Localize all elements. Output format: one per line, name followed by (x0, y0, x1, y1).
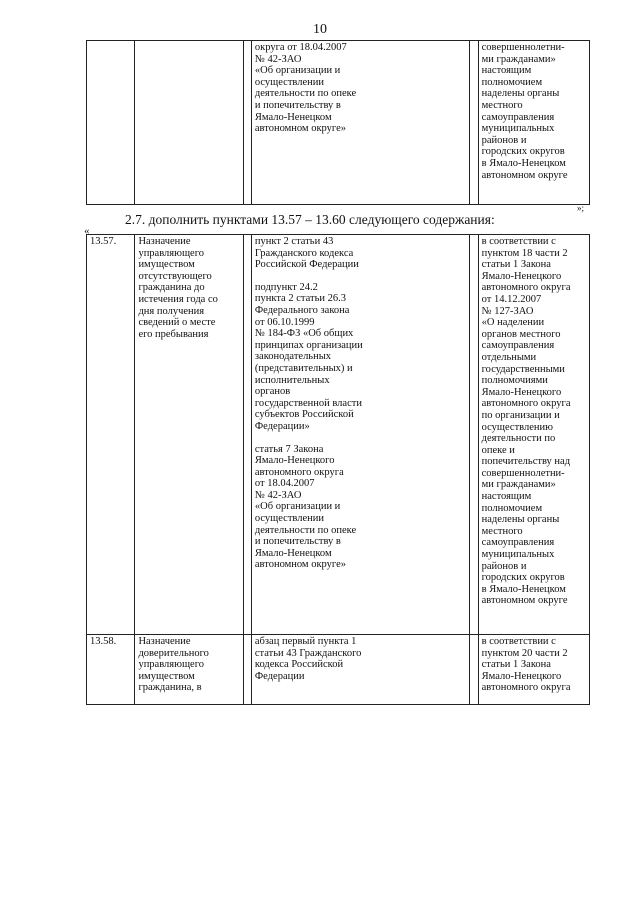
legal-basis-block: абзац первый пункта 1 статьи 43 Гражданского кодекса Российской Федерации (254, 636, 362, 682)
number-cell: 13.57. (87, 235, 135, 635)
table-row (87, 235, 590, 635)
service-name-cell (135, 41, 243, 205)
page-number: 10 (313, 22, 327, 37)
amendment-table (86, 234, 590, 705)
authority-text: в соответствии с пунктом 20 части 2 статьи 1 Закона Ямало-Ненецкого автономного округа (481, 636, 571, 694)
legal-basis-text: округа от 18.04.2007 № 42-ЗАО «Об организации и осуществлении деятельности по опеке и попечительству в Ямало-Ненецком автономном округе» (254, 42, 357, 135)
service-name-cell (135, 635, 243, 705)
legal-basis-cell (251, 41, 470, 205)
table-row (87, 635, 590, 705)
service-name-cell (135, 235, 243, 635)
continued-table (86, 40, 590, 205)
legal-basis-block: подпункт 24.2 пункта 2 статьи 26.3 Федерального закона от 06.10.1999 № 184-ФЗ «Об общих принципах организации законодательных (представительных) и исполнительных органов государственной власти субъектов Российской Федерации» (254, 281, 363, 432)
legal-basis-cell (251, 235, 470, 635)
spacer-cell (243, 235, 251, 635)
service-name-text: Назначение управляющего имуществом отсутствующего гражданина до истечения года со дня получения сведений о месте его пребывания (138, 236, 218, 340)
spacer-cell (243, 635, 251, 705)
spacer-cell (470, 235, 478, 635)
amendment-instruction: 2.7. дополнить пунктами 13.57 – 13.60 следующего содержания: (125, 212, 495, 227)
number-cell: 13.58. (87, 635, 135, 705)
authority-cell (478, 41, 589, 205)
authority-text: совершеннолетни- ми гражданами» настоящим полномочием наделены органы местного самоуправления муниципальных районов и городских округов в Ямало-Ненецком автономном округе (481, 42, 568, 181)
legal-basis-cell (251, 635, 470, 705)
authority-cell (478, 235, 589, 635)
service-name-text: Назначение доверительного управляющего имуществом гражданина, в (138, 636, 209, 694)
closing-quote-mark: »; (577, 203, 585, 213)
spacer-cell (470, 41, 478, 205)
authority-cell (478, 635, 589, 705)
opening-quote-mark: « (84, 225, 90, 237)
legal-basis-block: пункт 2 статьи 43 Гражданского кодекса Российской Федерации (254, 236, 359, 271)
authority-text: в соответствии с пунктом 18 части 2 статьи 1 Закона Ямало-Ненецкого автономного округа от 14.12.2007 № 127-ЗАО «О наделении органов местного самоуправления отдельными государственными полномочиями Ямало-Ненецкого автономного округа по организации и осуществлению деятельности по опеке и попечительству над совершеннолетни- ми гражданами» настоящим полномочием наделены органы местного самоуправления муниципальных районов и городских округов в Ямало-Ненецком автономном округе (481, 236, 571, 607)
legal-basis-block: статья 7 Закона Ямало-Ненецкого автономного округа от 18.04.2007 № 42-ЗАО «Об организации и осуществлении деятельности по опеке и попечительству в Ямало-Ненецком автономном округе» (254, 443, 357, 571)
number-cell (87, 41, 135, 205)
spacer-cell (470, 635, 478, 705)
spacer-cell (243, 41, 251, 205)
table-row (87, 41, 590, 205)
